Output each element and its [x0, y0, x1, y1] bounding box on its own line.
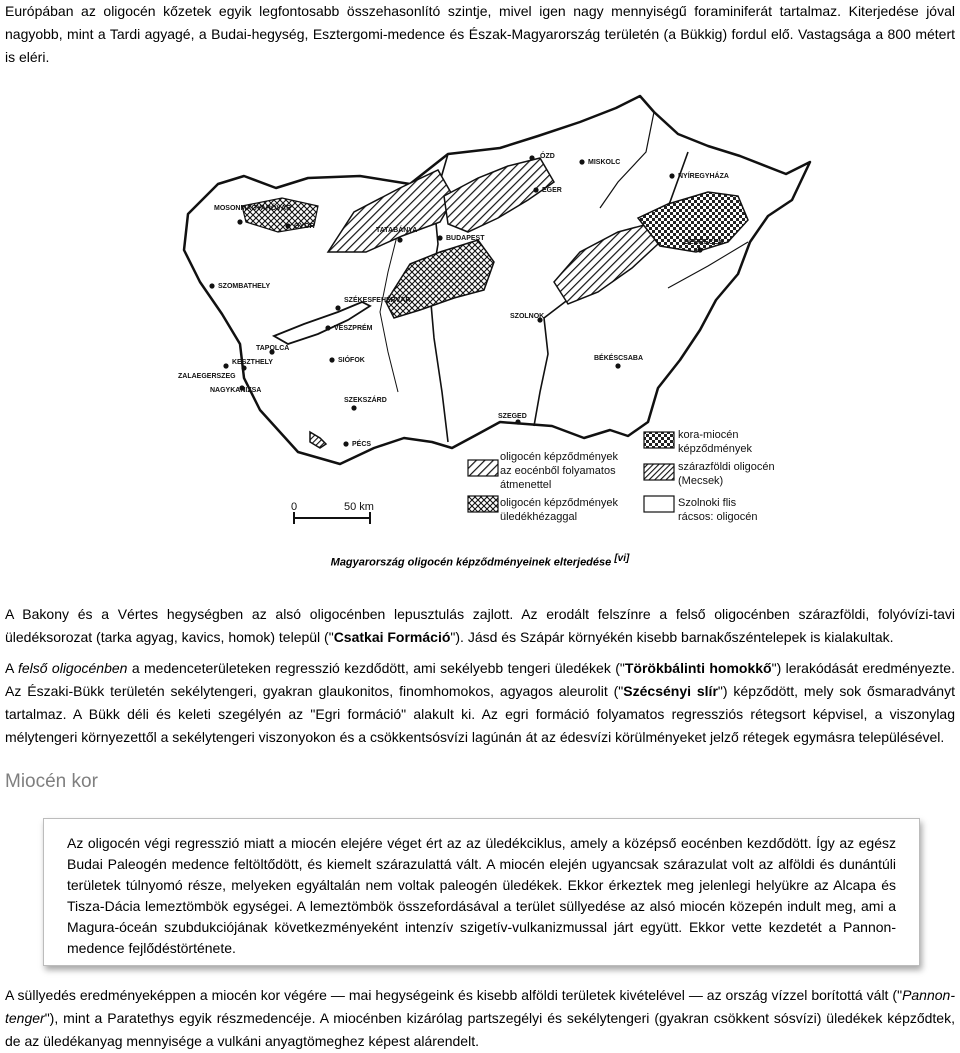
city-label: NAGYKANIZSA: [210, 387, 262, 394]
map-caption: [0, 553, 960, 569]
city-label: BUDAPEST: [446, 235, 485, 242]
szecsenyi-formation: Szécsényi slír: [623, 683, 718, 699]
felso-italic: felső oligocénben: [17, 660, 128, 676]
section-heading-miocene: Miocén kor: [5, 771, 98, 792]
city-label: GYŐR: [294, 223, 315, 230]
city-label: SIÓFOK: [338, 357, 365, 364]
felso-text-1: A: [5, 660, 18, 676]
legend-4-line1: szárazföldi oligocén: [678, 461, 775, 473]
sullyedes-text-1: A süllyedés eredményeképpen a miocén kor végére — mai hegységeink és kisebb alföldi területek kivételével — az ország vízzel borítottá vált (": [5, 987, 903, 1003]
legend-5-line2: rácsos: oligocén: [678, 511, 758, 523]
oligocene-map: [148, 92, 812, 532]
country-outline: [184, 96, 810, 464]
legend-3-line1: kora-miocén: [678, 429, 739, 441]
callout-text: Az oligocén végi regresszió miatt a miocén elejére véget ért az az üledékciklus, amely a középső eocénben kezdődött. Így az egész Budai Paleogén medence feltöltődött, és kiemelt szárazulattá vált. A miocén elején ugyancsak szárazulat volt az alföldi és dunántúli területek túlnyomó része, melyeken egyáltalán nem voltak paleogén üledékek. Ekkor érkeztek meg jelenlegi helyükre az Alcapa és Tisza-Dácia lemeztömbök egységei. A lemeztömbök összefordásával a terület süllyedése az alsó miocén közepén indult meg, ami a Magura-óceán szubdukciójának következményeként intenzív szigetív-vulkanizmussal járt együtt. Ekkor vette kezdetét a Pannon-medence fejlődéstörténete.: [67, 835, 896, 956]
city-label: MISKOLC: [588, 159, 621, 166]
city-label: BÉKÉSCSABA: [594, 355, 644, 362]
bakony-paragraph: [5, 603, 955, 649]
scale-zero: 0: [291, 501, 298, 513]
legend-5-line1: Szolnoki flis: [678, 497, 737, 509]
map-legend: [468, 429, 775, 523]
scale-bar: [291, 501, 374, 524]
city-label: TATABÁNYA: [376, 227, 418, 234]
city-label: SZEGED: [498, 413, 527, 420]
legend-1-line2: az eocénből folyamatos: [500, 465, 616, 477]
legend-2-line2: üledékhézaggal: [500, 511, 578, 523]
city-label: DEBRECEN: [684, 239, 724, 246]
upper-oligocene-paragraph: [5, 657, 955, 749]
scale-label: 50 km: [344, 501, 374, 513]
bakony-text-2: "). Jásd és Szápár környékén kisebb barnakőszéntelepek is kialakultak.: [450, 629, 894, 645]
felso-text-4: ") képződött, mely sok ősmaradványt tartalmaz. A Bükk déli és keleti szegélyén az "Egri formáció" alakult ki. Az egri formáció folyamatos regressziós rétegsort képvisel, a viszonylag mélytengeri környezettől a sekélytengeri viszonyokon és a csökkentsósvízi lagúnán át az édesvízi körülményeket jelző rétegek egymásra településével.: [5, 683, 955, 745]
miocene-callout-box: [43, 818, 920, 966]
city-label: ÓZD: [540, 153, 555, 160]
legend-3-line2: képződmények: [678, 443, 752, 455]
caption-text: Magyarország oligocén képződményeinek elterjedése: [330, 556, 612, 569]
city-label: SZEKSZÁRD: [344, 397, 387, 404]
pannon-sea-italic: Pannon-tenger: [5, 987, 955, 1026]
city-label: VESZPRÉM: [334, 325, 373, 332]
city-label: SZOMBATHELY: [218, 283, 271, 290]
city-label: EGER: [542, 187, 562, 194]
felso-text-3: ") lerakódását eredményezte. Az Északi-Bükk területén sekélytengeri, gyakran glaukonitos, finomhomokos, agyagos aleurolit (": [5, 660, 955, 699]
city-label: PÉCS: [352, 441, 372, 448]
legend-1-line3: átmenettel: [500, 479, 552, 491]
city-label: TAPOLCA: [256, 345, 290, 352]
intro-paragraph: Európában az oligocén kőzetek egyik legfontosabb összehasonlító szintje, mivel igen nagy mennyiségű foraminiferát tartalmaz. Kiterjedése jóval nagyobb, mint a Tardi agyagé, a Budai-hegység, Esztergomi-medence és Észak-Magyarország területén (a Bükkig) fordul elő. Vastagsága a 800 métert is eléri.: [5, 3, 955, 65]
bakony-text-1: A Bakony és a Vértes hegységben az alsó oligocénben lepusztulás zajlott. Az erodált felszínre a felső oligocénben szárazföldi, folyóvízi-tavi üledéksorozat (tarka agyag, kavics, homok) települ (": [5, 606, 955, 645]
city-label: NYÍREGYHÁZA: [678, 173, 729, 180]
city-label: ZALAEGERSZEG: [178, 373, 236, 380]
torokbalint-formation: Törökbálinti homokkő: [624, 660, 772, 676]
caption-reference-link[interactable]: [vi]: [614, 553, 630, 564]
csatkai-formation: Csatkai Formáció: [333, 629, 451, 645]
city-label: SZÉKESFEHÉRVÁR: [344, 297, 411, 304]
felso-text-2: a medenceterületeken regresszió kezdődött, ami sekélyebb tengeri üledékek (": [127, 660, 625, 676]
legend-2-line1: oligocén képződmények: [500, 497, 619, 509]
legend-4-line2: (Mecsek): [678, 475, 724, 487]
sullyedes-text-2: "), mint a Paratethys egyik részmedencéje. A miocénben kizárólag partszegélyi és sekélytengeri (gyakran csökkent sósvízi) üledékek képződtek, de az üledékanyag mennyisége a vulkáni anyagtömeghez képest alárendelt.: [5, 1010, 955, 1049]
city-label: SZOLNOK: [510, 313, 545, 320]
city-label: KESZTHELY: [232, 359, 273, 366]
city-label: MOSONMAGYARÓVÁR: [214, 205, 292, 212]
legend-1-line1: oligocén képződmények: [500, 451, 619, 463]
